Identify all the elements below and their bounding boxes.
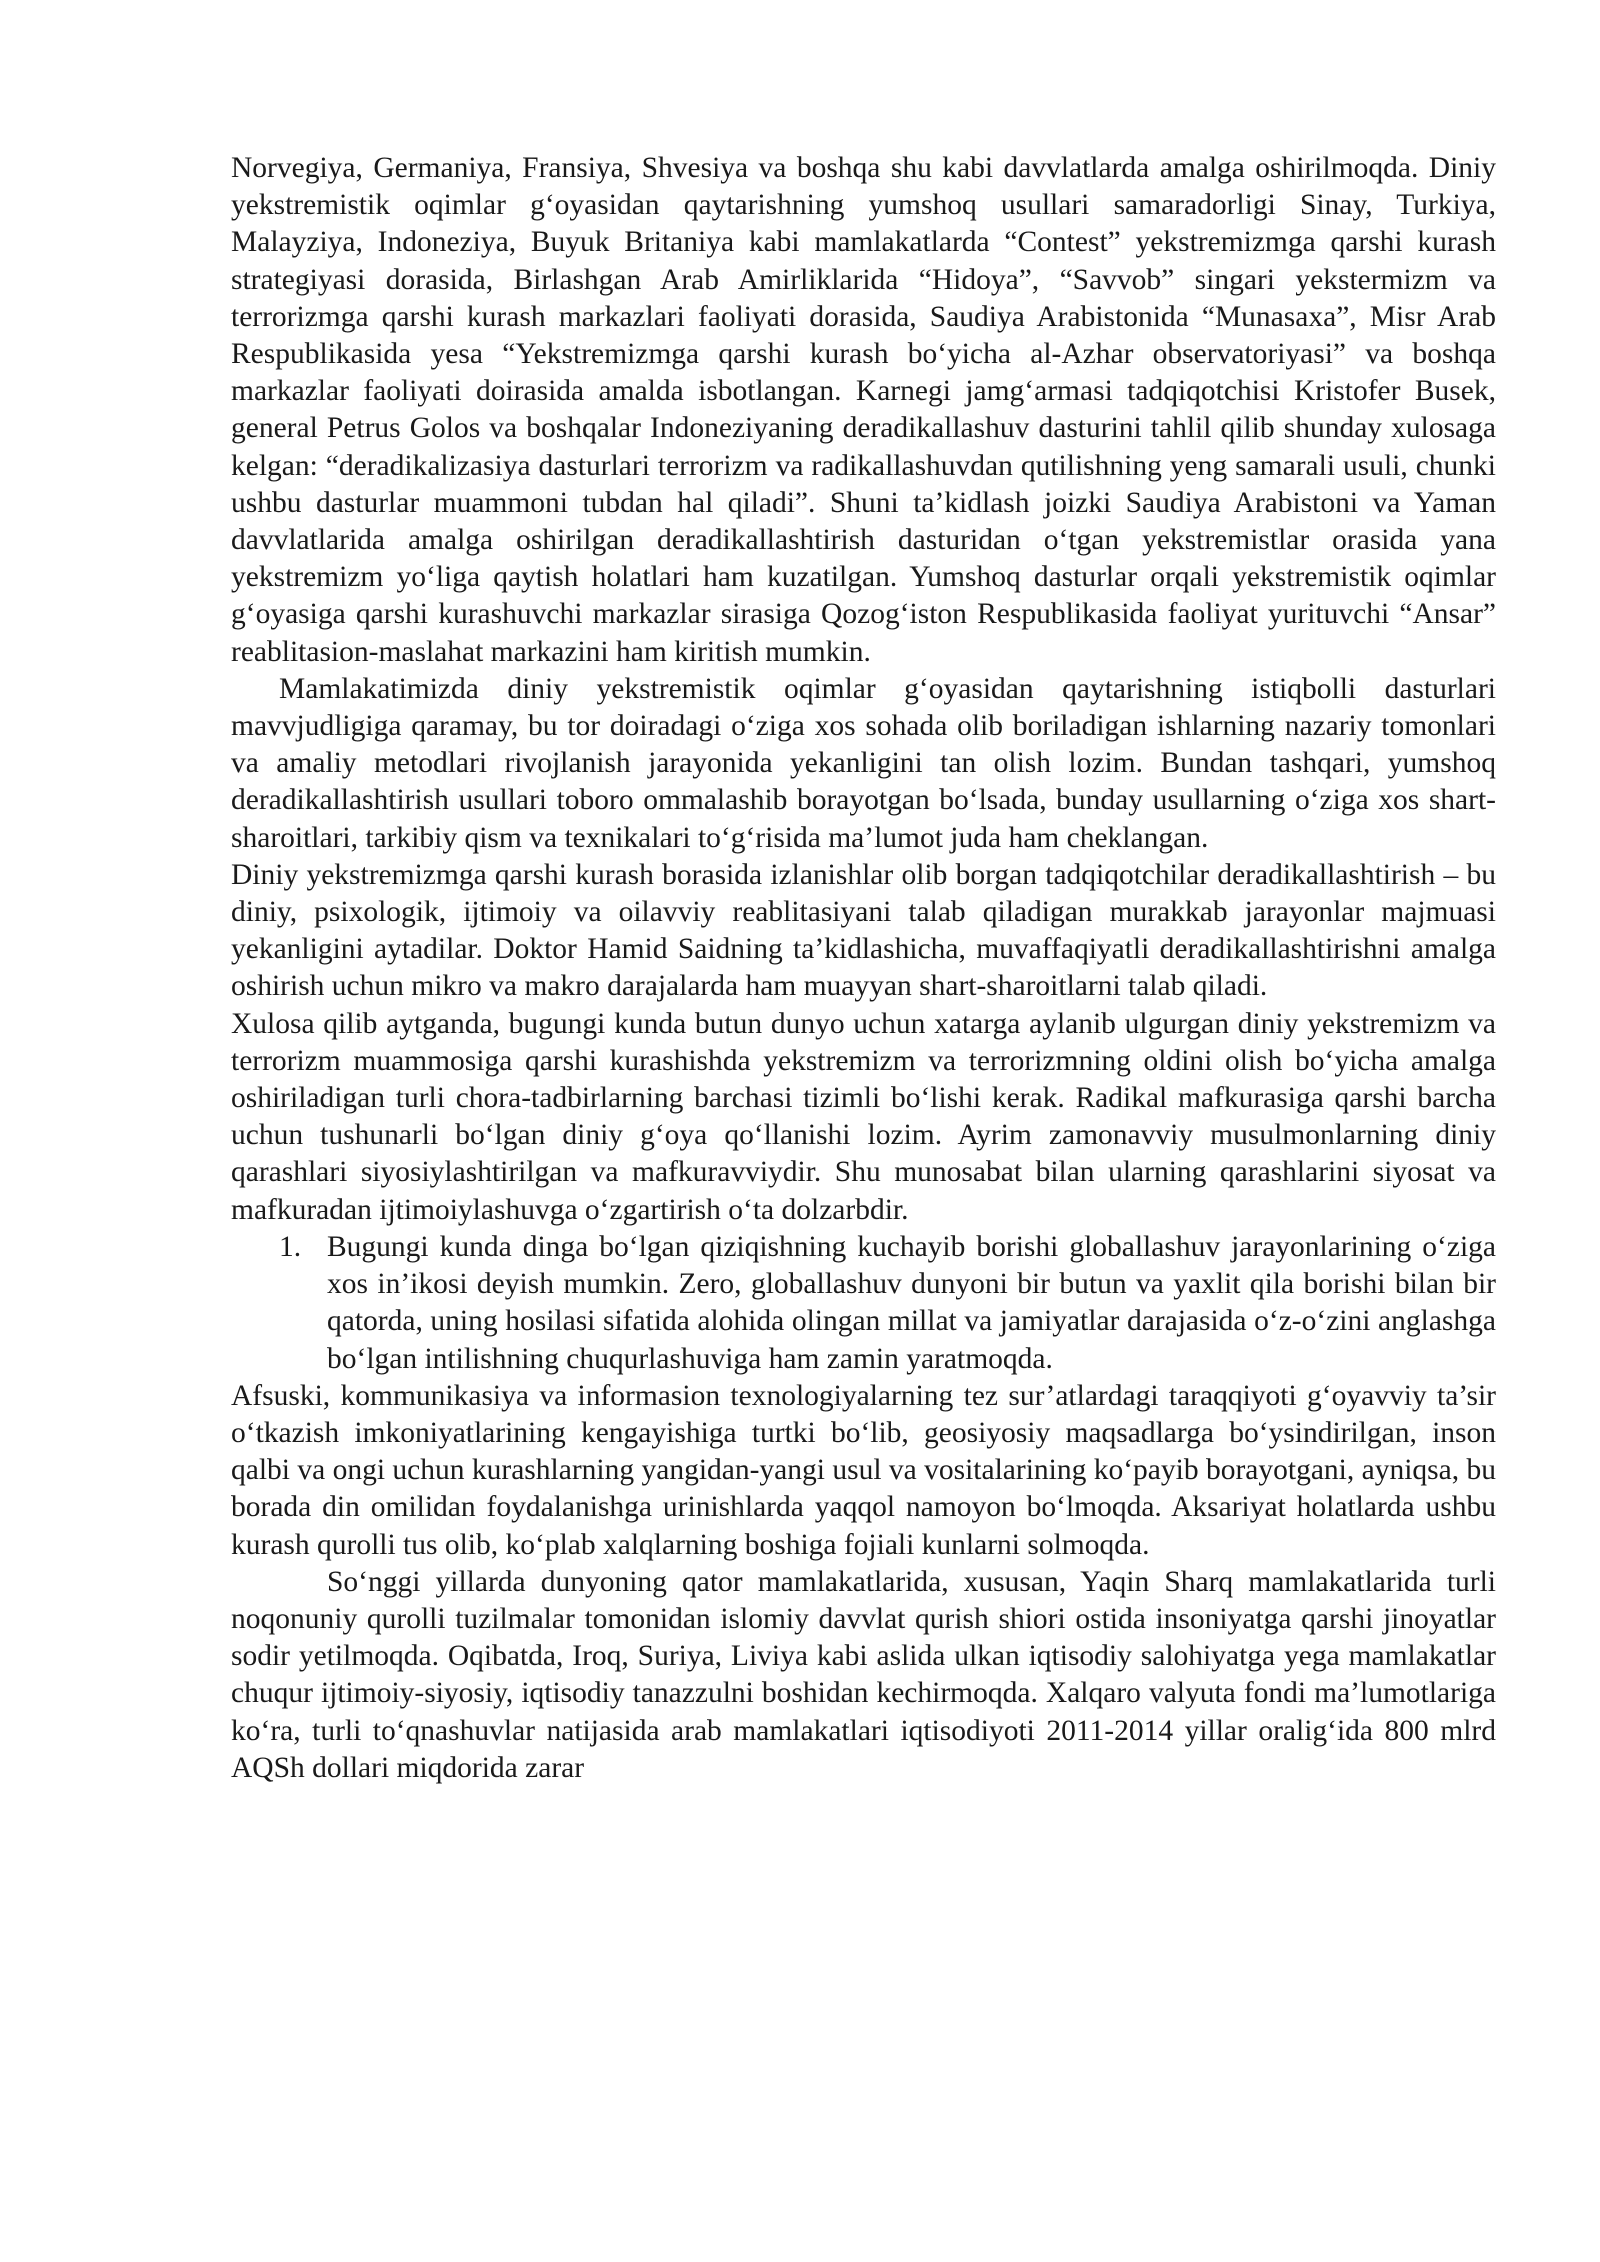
- paragraph-4: Xulosa qilib aytganda, bugungi kunda butun dunyo uchun xatarga aylanib ulgurgan diniy yekstremizm va terrorizm muammosiga qarshi kurashishda yekstremizm va terrorizmning oldini olish bo‘yicha amalga oshiriladigan turli chora-tadbirlarning barchasi tizimli bo‘lishi kerak. Radikal mafkurasiga qarshi barcha uchun tushunarli bo‘lgan diniy g‘oya qo‘llanishi lozim. Ayrim zamonavviy musulmonlarning diniy qarashlari siyosiylashtirilgan va mafkuravviydir. Shu munosabat bilan ularning qarashlarini siyosat va mafkuradan ijtimoiylashuvga o‘zgartirish o‘ta dolzarbdir.: [231, 1007, 1496, 1226]
- list-item-number: 1.: [279, 1230, 302, 1263]
- document-body: [231, 150, 1496, 1787]
- list-item-text: Bugungi kunda dinga bo‘lgan qiziqishning kuchayib borishi globallashuv jarayonlarining o‘ziga xos in’ikosi deyish mumkin. Zero, globallashuv dunyoni bir butun va yaxlit qila borishi bilan bir qatorda, uning hosilasi sifatida alohida olingan millat va jamiyatlar darajasida o‘z-o‘zini anglashga bo‘lgan intilishning chuqurlashuviga ham zamin yaratmoqda.: [327, 1230, 1496, 1375]
- numbered-list-item: [231, 1229, 1496, 1378]
- paragraph-5: Afsuski, kommunikasiya va informasion texnologiyalarning tez sur’atlardagi taraqqiyoti g‘oyavviy ta’sir o‘tkazish imkoniyatlarining kengayishiga turtki bo‘lib, geosiyosiy maqsadlarga bo‘ysindirilgan, inson qalbi va ongi uchun kurashlarning yangidan-yangi usul va vositalarining ko‘payib borayotgani, ayniqsa, bu borada din omilidan foydalanishga urinishlarda yaqqol namoyon bo‘lmoqda. Aksariyat holatlarda ushbu kurash qurolli tus olib, ko‘plab xalqlarning boshiga fojiali kunlarni solmoqda.: [231, 1379, 1496, 1561]
- paragraph-3: Diniy yekstremizmga qarshi kurash borasida izlanishlar olib borgan tadqiqotchilar deradikallashtirish – bu diniy, psixologik, ijtimoiy va oilavviy reablitasiyani talab qiladigan murakkab jarayonlar majmuasi yekanligini aytadilar. Doktor Hamid Saidning ta’kidlashicha, muvaffaqiyatli deradikallashtirishni amalga oshirish uchun mikro va makro darajalarda ham muayyan shart-sharoitlarni talab qiladi.: [231, 858, 1496, 1003]
- paragraph-2: Mamlakatimizda diniy yekstremistik oqimlar g‘oyasidan qaytarishning istiqbolli dasturlari mavvjudligiga qaramay, bu tor doiradagi o‘ziga xos sohada olib boriladigan ishlarning nazariy tomonlari va amaliy metodlari rivojlanish jarayonida yekanligini tan olish lozim. Bundan tashqari, yumshoq deradikallashtirish usullari toboro ommalashib borayotgan bo‘lsada, bunday usullarning o‘ziga xos shart-sharoitlari, tarkibiy qism va texnikalari to‘g‘risida ma’lumot juda ham cheklangan.: [231, 672, 1496, 854]
- paragraph-1: Norvegiya, Germaniya, Fransiya, Shvesiya va boshqa shu kabi davvlatlarda amalga oshirilmoqda. Diniy yekstremistik oqimlar g‘oyasidan qaytarishning yumshoq usullari samaradorligi Sinay, Turkiya, Malayziya, Indoneziya, Buyuk Britaniya kabi mamlakatlarda “Contest” yekstremizmga qarshi kurash strategiyasi dorasida, Birlashgan Arab Amirliklarida “Hidoya”, “Savvob” singari yekstermizm va terrorizmga qarshi kurash markazlari faoliyati dorasida, Saudiya Arabistonida “Munasaxa”, Misr Arab Respublikasida yesa “Yekstremizmga qarshi kurash bo‘yicha al-Azhar observatoriyasi” va boshqa markazlar faoliyati doirasida amalda isbotlangan. Karnegi jamg‘armasi tadqiqotchisi Kristofer Busek, general Petrus Golos va boshqalar Indoneziyaning deradikallashuv dasturini tahlil qilib shunday xulosaga kelgan: “deradikalizasiya dasturlari terrorizm va radikallashuvdan qutilishning yeng samarali usuli, chunki ushbu dasturlar muammoni tubdan hal qiladi”. Shuni ta’kidlash joizki Saudiya Arabistoni va Yaman davvlatlarida amalga oshirilgan deradikallashtirish dasturidan o‘tgan yekstremistlar orasida yana yekstremizm yo‘liga qaytish holatlari ham kuzatilgan. Yumshoq dasturlar orqali yekstremistik oqimlar g‘oyasiga qarshi kurashuvchi markazlar sirasiga Qozog‘iston Respublikasida faoliyat yurituvchi “Ansar” reablitasion-maslahat markazini ham kiritish mumkin.: [231, 152, 1496, 668]
- paragraph-6: So‘nggi yillarda dunyoning qator mamlakatlarida, xususan, Yaqin Sharq mamlakatlarida turli noqonuniy qurolli tuzilmalar tomonidan islomiy davvlat qurish shiori ostida insoniyatga qarshi jinoyatlar sodir yetilmoqda. Oqibatda, Iroq, Suriya, Liviya kabi aslida ulkan iqtisodiy salohiyatga yega mamlakatlar chuqur ijtimoiy-siyosiy, iqtisodiy tanazzulni boshidan kechirmoqda. Xalqaro valyuta fondi ma’lumotlariga ko‘ra, turli to‘qnashuvlar natijasida arab mamlakatlari iqtisodiyoti 2011-2014 yillar oralig‘ida 800 mlrd AQSh dollari miqdorida zarar: [231, 1565, 1496, 1784]
